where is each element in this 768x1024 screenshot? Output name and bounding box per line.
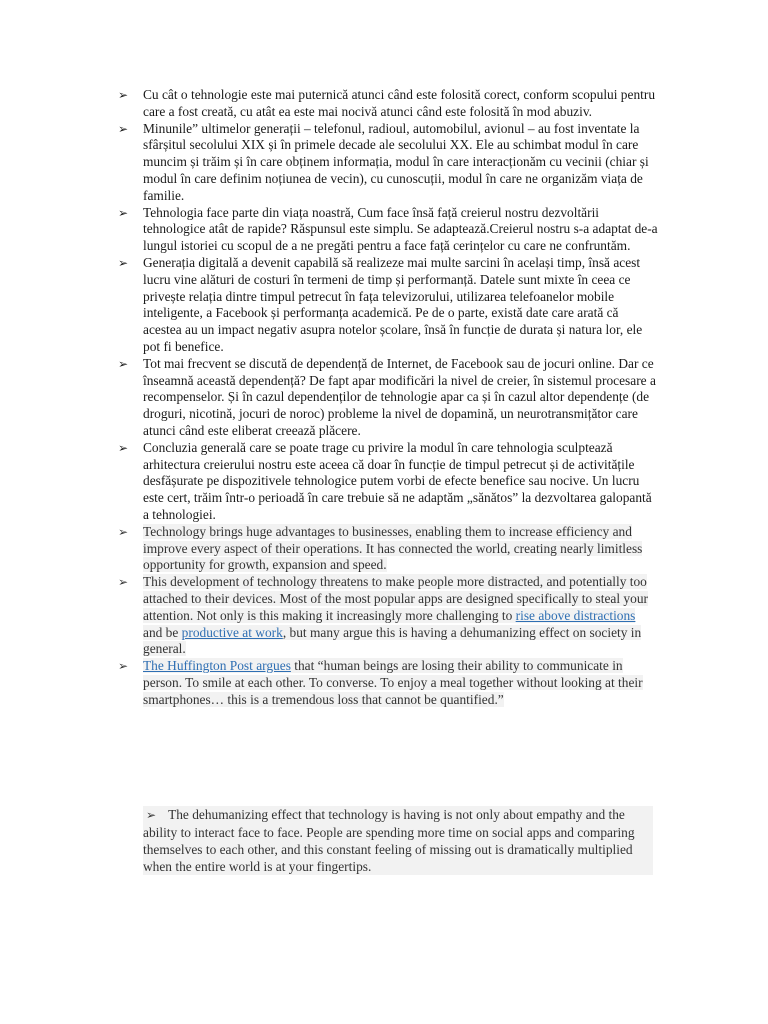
paragraph-text — [143, 574, 648, 656]
paragraph-text — [143, 658, 643, 707]
arrow-bullet-icon: ➢ — [118, 659, 129, 674]
arrow-bullet-icon: ➢ — [118, 356, 129, 371]
paragraph-text: Concluzia generală care se poate trage cu privire la modul în care tehnologia sculptează arhitectura creierului nostru este aceea că doar în funcție de timpul petrecut și de activitățile desfășurate pe dispozitivele tehnologice putem vorbi de efecte benefice sau nocive. Un lucru este cert, trăim într-o perioadă în care trebuie să ne adaptăm „sănătos” la dezvoltarea galopantă a tehnologiei. — [143, 439, 652, 522]
text-segment: This development of technology threatens to make people more distracted, and potentially too attached to their devices. Most of the most popular apps are designed specifically to steal your attention. Not only is this making it increasingly more challenging to — [143, 574, 648, 623]
list-item — [118, 255, 658, 356]
paragraph-text: Technology brings huge advantages to businesses, enabling them to increase efficiency and improve every aspect of their operations. It has connected the world, creating nearly limitless opportunity for growth, expansion and speed. — [143, 523, 643, 573]
arrow-bullet-icon: ➢ — [118, 121, 129, 136]
list-item — [118, 574, 658, 658]
list-item — [118, 356, 658, 440]
list-item — [118, 121, 658, 205]
arrow-bullet-icon: ➢ — [118, 575, 129, 590]
paragraph-text: Minunile” ultimelor generații – telefonul, radioul, automobilul, avionul – au fost inventate la sfârșitul secolului XIX și în primele decade ale secolului XX. Ele au schimbat modul în care muncim și trăim și în care obținem informația, modul în care interacționăm cu vecinii (chiar și modul în care definim noțiunea de vecin), cu cunoscuții, modul în care ne organizăm viața de familie. — [143, 120, 649, 203]
list-item — [118, 87, 658, 121]
list-item — [118, 658, 658, 708]
arrow-bullet-icon: ➢ — [118, 88, 129, 102]
text-segment: , but many argue this is having a dehumanizing effect on society in general. — [143, 624, 642, 657]
paragraph-text: Generația digitală a devenit capabilă să realizeze mai multe sarcini în același timp, însă acest lucru vine alături de costuri în termeni de timp și performanță. Datele sunt mixte în ceea ce privește relația dintre timpul petrecut în fața televizorului, utilizarea telefoanelor mobile inteligente, a Facebook și performanța academică. Pe de o parte, există date care arată că acestea au un impact negativ asupra notelor școlare, însă în funcție de durata și natura lor, ele pot fi benefice. — [143, 254, 643, 354]
arrow-bullet-icon: ➢ — [118, 524, 129, 539]
rise-above-distractions-link[interactable]: rise above distractions — [515, 607, 636, 623]
paragraph-text: The dehumanizing effect that technology is having is not only about empathy and the ability to interact face to face. People are spending more time on social apps and comparing themselves to each other, and this constant feeling of missing out is dramatically multiplied when the entire world is at your fingertips. — [143, 807, 635, 874]
text-segment: that “human beings are losing their ability to communicate in person. To smile at each other. To converse. To enjoy a meal together without looking at their smartphones… this is a tremendous loss that cannot be quantified.” — [143, 658, 643, 707]
bullet-list — [118, 87, 658, 708]
huffington-post-link[interactable]: The Huffington Post argues — [143, 658, 291, 674]
paragraph-text: Tot mai frecvent se discută de dependență de Internet, de Facebook sau de jocuri online. Dar ce înseamnă această dependență? De fapt apar modificări la nivel de creier, în sistemul procesare a recompenselor. Și în cazul dependenților de tehnologie apar ca și în cazul altor dependențe (de droguri, nicotină, jocuri de noroc) probleme la nivel de dopamină, un neurotransmițător care atunci când este eliberat creează plăcere. — [143, 355, 656, 438]
list-item — [118, 524, 658, 574]
arrow-bullet-icon: ➢ — [118, 205, 129, 220]
arrow-bullet-icon: ➢ — [118, 255, 129, 270]
arrow-bullet-icon: ➢ — [146, 808, 157, 822]
paragraph-text: Cu cât o tehnologie este mai puternică atunci când este folosită corect, conform scopului pentru care a fost creată, cu atât ea este mai nocivă atunci când este folosită în mod abuziv. — [143, 87, 656, 119]
final-paragraph — [143, 806, 653, 875]
arrow-bullet-icon: ➢ — [118, 440, 129, 455]
list-item — [118, 440, 658, 524]
paragraph-text: Tehnologia face parte din viața noastră, Cum face însă față creierul nostru dezvoltării tehnologice atât de rapide? Răspunsul este simplu. Se adaptează.Creierul nostru s-a adaptat de-a lungul istoriei cu scopul de a ne pregăti pentru a face față cerințelor cu care ne confruntăm. — [143, 204, 658, 254]
text-segment: and be — [143, 624, 182, 640]
list-item — [118, 205, 658, 255]
productive-at-work-link[interactable]: productive at work — [181, 624, 283, 640]
